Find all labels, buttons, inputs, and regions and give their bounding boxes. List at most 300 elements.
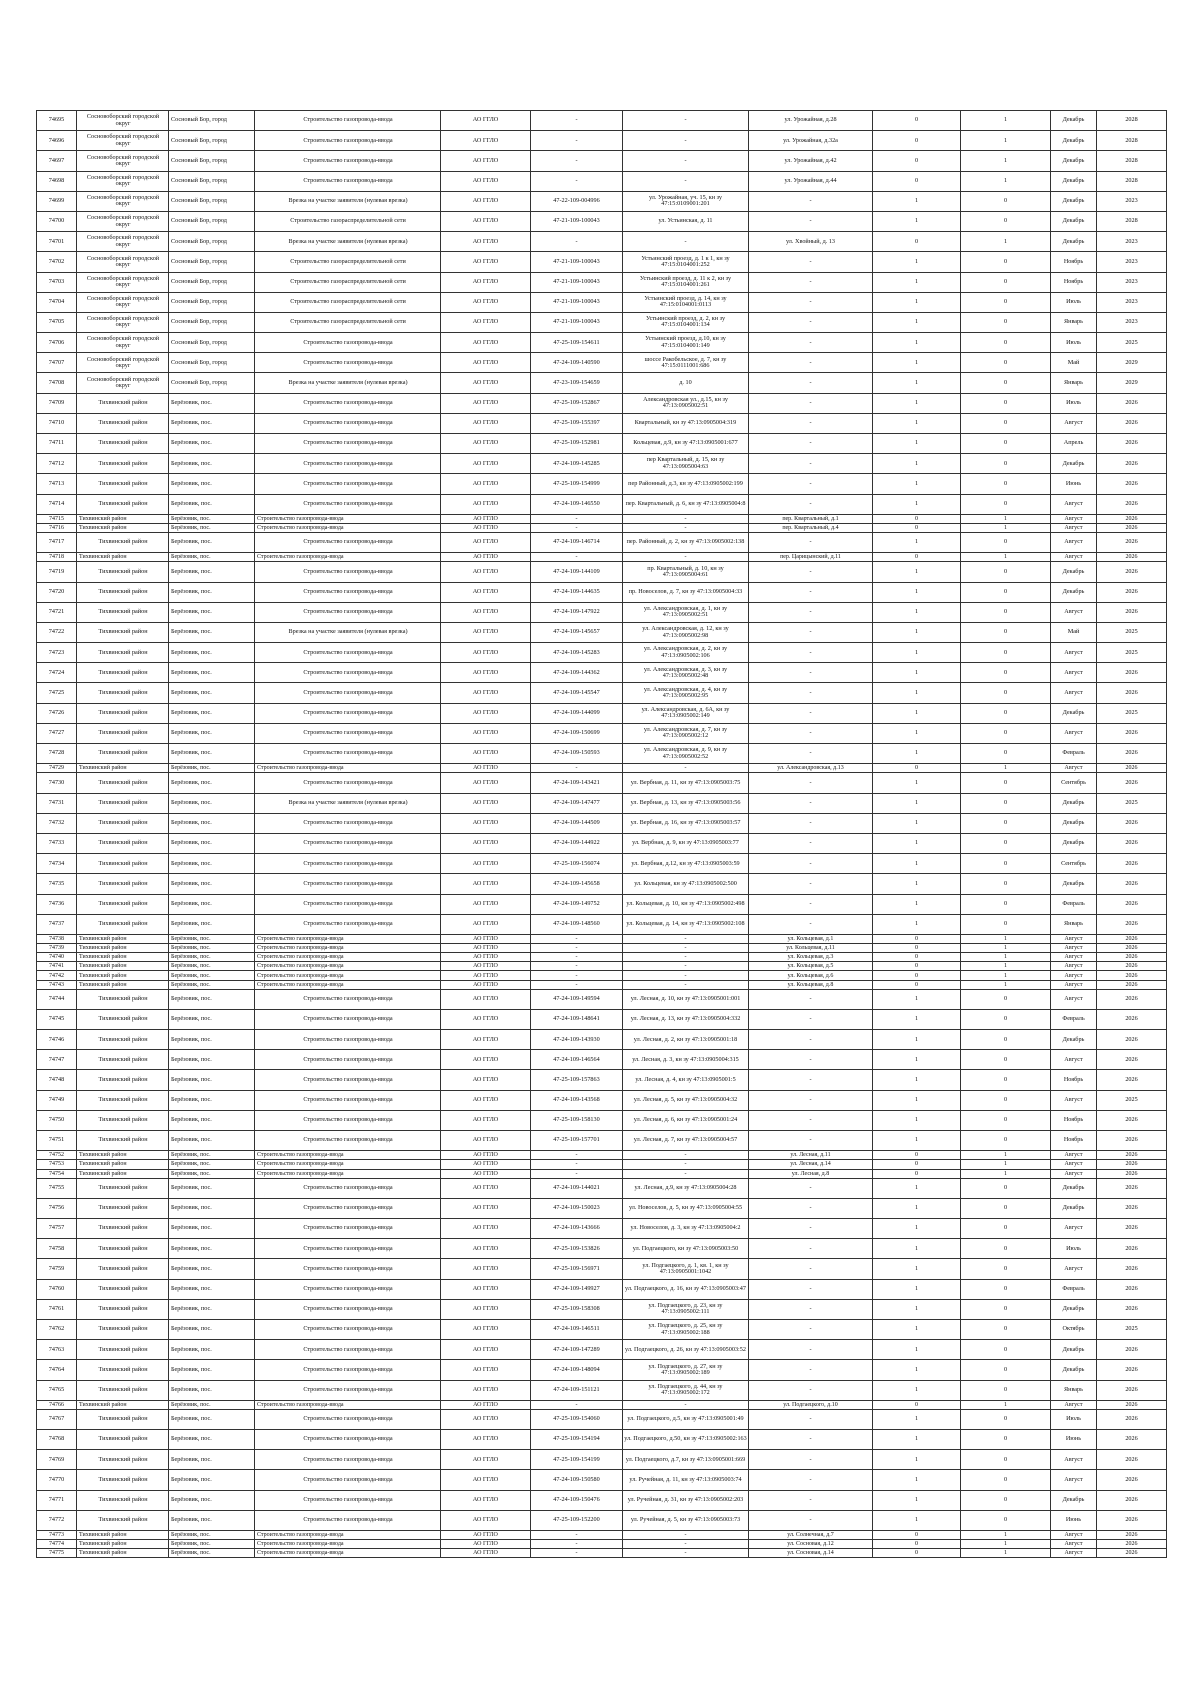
cell-row-number: 74723 (37, 643, 77, 663)
table-row (37, 773, 1167, 793)
cell-count-a: 1 (873, 1239, 961, 1259)
cell-count-a: 0 (873, 151, 961, 171)
cell-application-number: 47-24-109-150699 (531, 723, 623, 743)
cell-settlement: Берёзовик, пос. (169, 562, 255, 582)
cell-count-a: 1 (873, 1178, 961, 1198)
cell-address: - (749, 1430, 873, 1450)
cell-year: 2026 (1097, 1450, 1167, 1470)
cell-month: Ноябрь (1051, 1070, 1097, 1090)
cell-municipality: Сосновоборский городской округ (77, 232, 169, 252)
cell-address: - (749, 1279, 873, 1299)
cell-organization: АО ГГЛО (441, 1239, 531, 1259)
cell-cadastral-address: ул. Лесная, д. 7, кн зу 47:13:0905004:57 (623, 1131, 749, 1151)
cell-month: Декабрь (1051, 1030, 1097, 1050)
cell-application-number: - (531, 1540, 623, 1549)
cell-address: - (749, 989, 873, 1009)
cell-work-type: Строительство газопровода-ввода (255, 353, 441, 373)
cell-organization: АО ГГЛО (441, 211, 531, 231)
cell-work-type: Строительство газопровода-ввода (255, 962, 441, 971)
cell-row-number: 74744 (37, 989, 77, 1009)
cell-address: ул. Хвойный, д. 13 (749, 232, 873, 252)
cell-count-a: 1 (873, 1050, 961, 1070)
cell-year: 2026 (1097, 1540, 1167, 1549)
cell-address: - (749, 533, 873, 553)
cell-municipality: Тихвинский район (77, 1340, 169, 1360)
table-row (37, 553, 1167, 562)
cell-year: 2026 (1097, 833, 1167, 853)
cell-year: 2028 (1097, 211, 1167, 231)
cell-settlement: Берёзовик, пос. (169, 833, 255, 853)
cell-row-number: 74762 (37, 1319, 77, 1339)
table-row (37, 813, 1167, 833)
cell-municipality: Тихвинский район (77, 953, 169, 962)
cell-address: ул. Подгаецкого, д.10 (749, 1400, 873, 1409)
cell-address: - (749, 582, 873, 602)
cell-count-a: 1 (873, 1299, 961, 1319)
cell-address: - (749, 1510, 873, 1530)
table-row (37, 643, 1167, 663)
cell-count-b: 1 (961, 764, 1051, 773)
cell-organization: АО ГГЛО (441, 833, 531, 853)
cell-municipality: Тихвинский район (77, 1090, 169, 1110)
cell-year: 2029 (1097, 353, 1167, 373)
cell-address: - (749, 494, 873, 514)
cell-application-number: 47-21-109-100043 (531, 292, 623, 312)
cell-count-b: 1 (961, 1400, 1051, 1409)
cell-count-a: 0 (873, 523, 961, 532)
cell-address: - (749, 252, 873, 272)
cell-row-number: 74707 (37, 353, 77, 373)
cell-application-number: 47-23-109-154659 (531, 373, 623, 393)
cell-cadastral-address: ул. Вербная, д. 16, кн зу 47:13:0905003:57 (623, 813, 749, 833)
cell-address: - (749, 643, 873, 663)
cell-settlement: Берёзовик, пос. (169, 514, 255, 523)
cell-settlement: Берёзовик, пос. (169, 1070, 255, 1090)
cell-year: 2026 (1097, 1110, 1167, 1130)
cell-settlement: Берёзовик, пос. (169, 1009, 255, 1029)
cell-application-number: - (531, 171, 623, 191)
cell-count-a: 1 (873, 252, 961, 272)
cell-address: - (749, 703, 873, 723)
cell-cadastral-address: ул. Подгаецкого, д. 26, кн зу 47:13:0905003:52 (623, 1340, 749, 1360)
cell-application-number: - (531, 944, 623, 953)
cell-row-number: 74729 (37, 764, 77, 773)
cell-count-b: 0 (961, 582, 1051, 602)
cell-address: - (749, 1131, 873, 1151)
cell-row-number: 74705 (37, 312, 77, 332)
cell-municipality: Тихвинский район (77, 1279, 169, 1299)
cell-application-number: 47-24-109-150593 (531, 744, 623, 764)
cell-work-type: Строительство газопровода-ввода (255, 1360, 441, 1380)
cell-organization: АО ГГЛО (441, 373, 531, 393)
cell-address: - (749, 373, 873, 393)
cell-organization: АО ГГЛО (441, 553, 531, 562)
cell-address: ул. Сосновая, д.14 (749, 1549, 873, 1558)
cell-settlement: Сосновый Бор, город (169, 292, 255, 312)
cell-count-a: 1 (873, 914, 961, 934)
cell-settlement: Берёзовик, пос. (169, 663, 255, 683)
table-row (37, 1400, 1167, 1409)
cell-count-b: 0 (961, 874, 1051, 894)
table-row (37, 962, 1167, 971)
cell-work-type: Строительство газопровода-ввода (255, 1239, 441, 1259)
cell-count-b: 1 (961, 1160, 1051, 1169)
cell-month: Август (1051, 1259, 1097, 1279)
table-row (37, 683, 1167, 703)
cell-work-type: Строительство газопровода-ввода (255, 1030, 441, 1050)
cell-cadastral-address: - (623, 1151, 749, 1160)
cell-address: ул. Солнечная, д.7 (749, 1530, 873, 1539)
cell-row-number: 74770 (37, 1470, 77, 1490)
cell-cadastral-address: - (623, 934, 749, 943)
cell-cadastral-address: ул. Александровская, д. 12, кн зу 47:13:0905002:98 (623, 622, 749, 642)
cell-municipality: Тихвинский район (77, 1510, 169, 1530)
cell-year: 2025 (1097, 622, 1167, 642)
cell-year: 2026 (1097, 1050, 1167, 1070)
cell-count-a: 1 (873, 393, 961, 413)
cell-settlement: Берёзовик, пос. (169, 1360, 255, 1380)
cell-application-number: - (531, 553, 623, 562)
cell-municipality: Тихвинский район (77, 514, 169, 523)
cell-count-a: 0 (873, 944, 961, 953)
table-row (37, 393, 1167, 413)
cell-cadastral-address: ул. Кольцевая, д. 10, кн зу 47:13:0905002:498 (623, 894, 749, 914)
cell-organization: АО ГГЛО (441, 1299, 531, 1319)
cell-row-number: 74716 (37, 523, 77, 532)
cell-organization: АО ГГЛО (441, 232, 531, 252)
cell-count-a: 0 (873, 1540, 961, 1549)
cell-municipality: Тихвинский район (77, 494, 169, 514)
cell-work-type: Строительство газопровода-ввода (255, 773, 441, 793)
cell-application-number: 47-25-109-154611 (531, 333, 623, 353)
cell-row-number: 74763 (37, 1340, 77, 1360)
table-row (37, 989, 1167, 1009)
cell-month: Август (1051, 643, 1097, 663)
cell-month: Июль (1051, 393, 1097, 413)
cell-count-b: 0 (961, 292, 1051, 312)
cell-row-number: 74766 (37, 1400, 77, 1409)
table-row (37, 894, 1167, 914)
cell-application-number: 47-24-109-147289 (531, 1340, 623, 1360)
cell-address: - (749, 723, 873, 743)
cell-month: Декабрь (1051, 454, 1097, 474)
cell-organization: АО ГГЛО (441, 934, 531, 943)
cell-year: 2026 (1097, 744, 1167, 764)
cell-organization: АО ГГЛО (441, 1540, 531, 1549)
table-row (37, 1409, 1167, 1429)
cell-row-number: 74703 (37, 272, 77, 292)
cell-cadastral-address: - (623, 151, 749, 171)
cell-address: - (749, 1450, 873, 1470)
table-row (37, 1319, 1167, 1339)
cell-row-number: 74751 (37, 1131, 77, 1151)
cell-cadastral-address: ул. Кольцевая, д. 14, кн зу 47:13:0905002:108 (623, 914, 749, 934)
cell-settlement: Берёзовик, пос. (169, 1178, 255, 1198)
cell-settlement: Берёзовик, пос. (169, 764, 255, 773)
cell-count-b: 1 (961, 971, 1051, 980)
cell-cadastral-address: Устьинский проезд, д.10, кн зу 47:15:0104001:149 (623, 333, 749, 353)
cell-cadastral-address: ул. Вербная, д. 13, кн зу 47:13:0905003:56 (623, 793, 749, 813)
cell-cadastral-address: - (623, 980, 749, 989)
table-row (37, 1540, 1167, 1549)
cell-work-type: Строительство газопровода-ввода (255, 1070, 441, 1090)
cell-cadastral-address: - (623, 232, 749, 252)
cell-month: Август (1051, 514, 1097, 523)
cell-cadastral-address: - (623, 1549, 749, 1558)
cell-count-a: 1 (873, 1219, 961, 1239)
cell-settlement: Сосновый Бор, город (169, 151, 255, 171)
cell-count-a: 1 (873, 1490, 961, 1510)
cell-settlement: Берёзовик, пос. (169, 1131, 255, 1151)
cell-count-a: 1 (873, 1198, 961, 1218)
cell-work-type: Строительство газопровода-ввода (255, 934, 441, 943)
cell-count-a: 1 (873, 874, 961, 894)
cell-organization: АО ГГЛО (441, 1380, 531, 1400)
cell-count-b: 0 (961, 272, 1051, 292)
cell-cadastral-address: ул. Кольцевая, кн зу 47:13:0905002:500 (623, 874, 749, 894)
cell-work-type: Строительство газопровода-ввода (255, 562, 441, 582)
cell-row-number: 74746 (37, 1030, 77, 1050)
cell-count-b: 0 (961, 703, 1051, 723)
cell-organization: АО ГГЛО (441, 494, 531, 514)
cell-count-a: 1 (873, 1470, 961, 1490)
cell-month: Август (1051, 980, 1097, 989)
cell-cadastral-address: ул. Подгаецкого, кн зу 47:13:0905003:50 (623, 1239, 749, 1259)
cell-application-number: - (531, 1160, 623, 1169)
cell-cadastral-address: ул. Александровская, д. 3, кн зу 47:13:0905002:48 (623, 663, 749, 683)
cell-settlement: Берёзовик, пос. (169, 703, 255, 723)
cell-address: - (749, 1340, 873, 1360)
cell-settlement: Берёзовик, пос. (169, 1090, 255, 1110)
cell-count-b: 1 (961, 980, 1051, 989)
cell-row-number: 74717 (37, 533, 77, 553)
table-row (37, 1009, 1167, 1029)
cell-month: Август (1051, 764, 1097, 773)
cell-month: Декабрь (1051, 1299, 1097, 1319)
cell-municipality: Тихвинский район (77, 703, 169, 723)
cell-organization: АО ГГЛО (441, 602, 531, 622)
table-row (37, 1070, 1167, 1090)
cell-year: 2023 (1097, 312, 1167, 332)
cell-municipality: Тихвинский район (77, 1360, 169, 1380)
cell-cadastral-address: - (623, 131, 749, 151)
cell-count-b: 0 (961, 1009, 1051, 1029)
cell-settlement: Берёзовик, пос. (169, 934, 255, 943)
cell-month: Ноябрь (1051, 1131, 1097, 1151)
cell-count-b: 0 (961, 1050, 1051, 1070)
cell-application-number: - (531, 514, 623, 523)
cell-row-number: 74722 (37, 622, 77, 642)
cell-work-type: Врезка на участке заявителя (нулевая врезка) (255, 191, 441, 211)
table-row (37, 333, 1167, 353)
cell-count-b: 1 (961, 111, 1051, 131)
cell-count-b: 1 (961, 944, 1051, 953)
cell-row-number: 74771 (37, 1490, 77, 1510)
cell-month: Декабрь (1051, 151, 1097, 171)
cell-settlement: Берёзовик, пос. (169, 1050, 255, 1070)
cell-month: Декабрь (1051, 793, 1097, 813)
cell-application-number: - (531, 1151, 623, 1160)
cell-address: - (749, 622, 873, 642)
cell-work-type: Строительство газопровода-ввода (255, 703, 441, 723)
cell-work-type: Строительство газопровода-ввода (255, 1340, 441, 1360)
cell-count-b: 0 (961, 683, 1051, 703)
cell-cadastral-address: ул. Александровская, д. 6А, кн зу 47:13:0905002:149 (623, 703, 749, 723)
cell-count-b: 0 (961, 1430, 1051, 1450)
cell-month: Август (1051, 723, 1097, 743)
cell-settlement: Берёзовик, пос. (169, 393, 255, 413)
cell-settlement: Берёзовик, пос. (169, 602, 255, 622)
cell-year: 2023 (1097, 252, 1167, 272)
cell-count-a: 1 (873, 723, 961, 743)
cell-work-type: Строительство газопровода-ввода (255, 393, 441, 413)
cell-application-number: - (531, 953, 623, 962)
table-row (37, 373, 1167, 393)
cell-municipality: Тихвинский район (77, 1409, 169, 1429)
cell-cadastral-address: пер Районный, д.3, кн зу 47:13:0905002:199 (623, 474, 749, 494)
cell-organization: АО ГГЛО (441, 1219, 531, 1239)
cell-month: Июль (1051, 333, 1097, 353)
table-row (37, 1299, 1167, 1319)
cell-municipality: Тихвинский район (77, 813, 169, 833)
cell-municipality: Тихвинский район (77, 1299, 169, 1319)
cell-row-number: 74730 (37, 773, 77, 793)
cell-row-number: 74731 (37, 793, 77, 813)
cell-year: 2026 (1097, 434, 1167, 454)
cell-settlement: Берёзовик, пос. (169, 773, 255, 793)
cell-settlement: Берёзовик, пос. (169, 793, 255, 813)
cell-count-b: 1 (961, 1549, 1051, 1558)
cell-month: Ноябрь (1051, 272, 1097, 292)
cell-address: - (749, 1050, 873, 1070)
cell-settlement: Сосновый Бор, город (169, 333, 255, 353)
cell-municipality: Тихвинский район (77, 1151, 169, 1160)
cell-row-number: 74724 (37, 663, 77, 683)
cell-organization: АО ГГЛО (441, 744, 531, 764)
cell-organization: АО ГГЛО (441, 272, 531, 292)
cell-work-type: Строительство газопровода-ввода (255, 813, 441, 833)
cell-address: - (749, 292, 873, 312)
cell-count-b: 0 (961, 413, 1051, 433)
cell-month: Август (1051, 1219, 1097, 1239)
cell-settlement: Берёзовик, пос. (169, 1380, 255, 1400)
table-row (37, 1239, 1167, 1259)
cell-year: 2026 (1097, 1178, 1167, 1198)
cell-work-type: Строительство газопровода-ввода (255, 1319, 441, 1339)
cell-cadastral-address: ул. Подгаецкого, д. 25, кн зу 47:13:0905002:188 (623, 1319, 749, 1339)
cell-month: Декабрь (1051, 191, 1097, 211)
cell-application-number: 47-25-109-154999 (531, 474, 623, 494)
cell-row-number: 74720 (37, 582, 77, 602)
cell-organization: АО ГГЛО (441, 413, 531, 433)
cell-work-type: Строительство газопровода-ввода (255, 1540, 441, 1549)
cell-application-number: 47-24-109-144099 (531, 703, 623, 723)
cell-municipality: Тихвинский район (77, 523, 169, 532)
cell-count-a: 1 (873, 1110, 961, 1130)
cell-application-number: 47-25-109-154199 (531, 1450, 623, 1470)
cell-work-type: Строительство газопровода-ввода (255, 683, 441, 703)
table-row (37, 663, 1167, 683)
cell-month: Август (1051, 1540, 1097, 1549)
table-row (37, 434, 1167, 454)
cell-count-a: 0 (873, 1549, 961, 1558)
cell-count-b: 0 (961, 1470, 1051, 1490)
cell-cadastral-address: ул. Подгаецкого, д. 16, кн зу 47:13:0905003:47 (623, 1279, 749, 1299)
table-row (37, 272, 1167, 292)
cell-year: 2026 (1097, 1030, 1167, 1050)
cell-row-number: 74714 (37, 494, 77, 514)
cell-year: 2026 (1097, 474, 1167, 494)
cell-address: пер. Царицынский, д.11 (749, 553, 873, 562)
cell-work-type: Строительство газопровода-ввода (255, 1090, 441, 1110)
cell-cadastral-address: ул. Вербная, д. 9, кн зу 47:13:0905003:77 (623, 833, 749, 853)
cell-work-type: Строительство газопровода-ввода (255, 1400, 441, 1409)
cell-address: - (749, 683, 873, 703)
cell-work-type: Строительство газопровода-ввода (255, 723, 441, 743)
table-row (37, 1090, 1167, 1110)
cell-year: 2026 (1097, 813, 1167, 833)
table-row (37, 1131, 1167, 1151)
cell-municipality: Тихвинский район (77, 1259, 169, 1279)
cell-count-a: 1 (873, 373, 961, 393)
cell-year: 2026 (1097, 894, 1167, 914)
cell-municipality: Тихвинский район (77, 602, 169, 622)
cell-count-a: 0 (873, 1151, 961, 1160)
cell-count-a: 1 (873, 833, 961, 853)
cell-settlement: Берёзовик, пос. (169, 962, 255, 971)
cell-row-number: 74743 (37, 980, 77, 989)
cell-year: 2025 (1097, 333, 1167, 353)
cell-cadastral-address: пер Квартальный, д. 15, кн зу 47:13:0905004:63 (623, 454, 749, 474)
table-row (37, 562, 1167, 582)
cell-address: ул. Урожайная, д.44 (749, 171, 873, 191)
cell-count-b: 0 (961, 1090, 1051, 1110)
cell-cadastral-address: Квартальный, кн зу 47:13:0905004:319 (623, 413, 749, 433)
cell-address: - (749, 211, 873, 231)
cell-count-a: 1 (873, 1510, 961, 1530)
cell-count-a: 1 (873, 582, 961, 602)
cell-row-number: 74754 (37, 1169, 77, 1178)
cell-municipality: Тихвинский район (77, 663, 169, 683)
cell-count-a: 1 (873, 562, 961, 582)
cell-settlement: Сосновый Бор, город (169, 312, 255, 332)
table-row (37, 151, 1167, 171)
cell-work-type: Строительство газопровода-ввода (255, 494, 441, 514)
cell-address: - (749, 663, 873, 683)
cell-municipality: Сосновоборский городской округ (77, 252, 169, 272)
table-row (37, 1279, 1167, 1299)
cell-municipality: Тихвинский район (77, 874, 169, 894)
cell-settlement: Сосновый Бор, город (169, 232, 255, 252)
cell-month: Май (1051, 353, 1097, 373)
cell-settlement: Берёзовик, пос. (169, 1530, 255, 1539)
cell-settlement: Берёзовик, пос. (169, 1409, 255, 1429)
cell-organization: АО ГГЛО (441, 131, 531, 151)
cell-cadastral-address: - (623, 553, 749, 562)
cell-row-number: 74747 (37, 1050, 77, 1070)
cell-municipality: Тихвинский район (77, 1319, 169, 1339)
cell-year: 2026 (1097, 1409, 1167, 1429)
cell-year: 2026 (1097, 582, 1167, 602)
cell-organization: АО ГГЛО (441, 191, 531, 211)
table-row (37, 312, 1167, 332)
cell-municipality: Тихвинский район (77, 1490, 169, 1510)
cell-cadastral-address: ул. Лесная, д. 4, кн зу 47:13:0905001:5 (623, 1070, 749, 1090)
table-row (37, 1510, 1167, 1530)
cell-address: ул. Кольцевая, д.1 (749, 934, 873, 943)
cell-year: 2026 (1097, 1299, 1167, 1319)
cell-row-number: 74733 (37, 833, 77, 853)
